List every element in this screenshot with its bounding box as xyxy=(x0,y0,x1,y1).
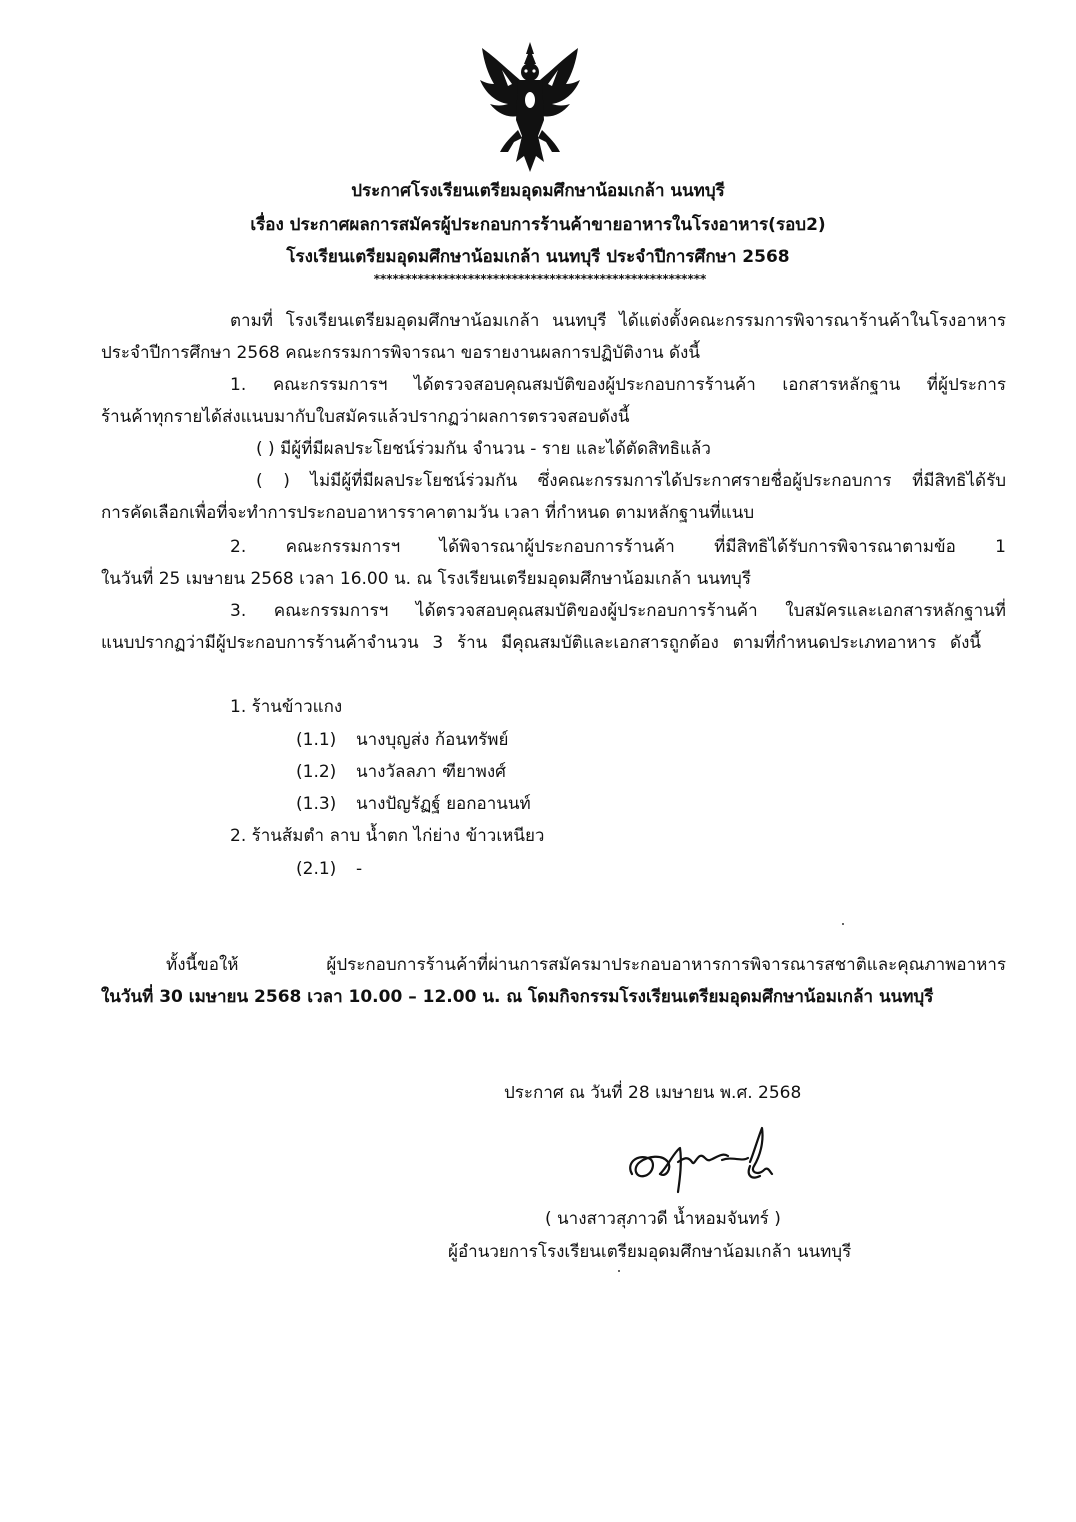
closing-line-2: ในวันที่ 30 เมษายน 2568 เวลา 10.00 – 12.00 น. ณ โดมกิจกรรมโรงเรียนเตรียมอุดมศึกษาน้อมเกล้า นนทบุรี xyxy=(101,987,934,1007)
shop-1-item-1-name: นางบุญส่ง ก้อนทรัพย์ xyxy=(356,730,509,750)
shop-2-title: 2. ร้านส้มตำ ลาบ น้ำตก ไก่ย่าง ข้าวเหนียว xyxy=(230,826,545,846)
signatory-position: ผู้อำนวยการโรงเรียนเตรียมอุดมศึกษาน้อมเกล้า นนทบุรี xyxy=(448,1242,852,1262)
shop-1-item-1-num: (1.1) xyxy=(296,730,337,750)
header-separator: ***************************************************** xyxy=(373,272,707,286)
item-1-line-1: 1. คณะกรรมการฯ ได้ตรวจสอบคุณสมบัติของผู้ประกอบการร้านค้า เอกสารหลักฐาน ที่ผู้ประการ xyxy=(230,375,1006,395)
garuda-emblem-icon xyxy=(478,40,582,176)
item-3-line-2: แนบปรากฏว่ามีผู้ประกอบการร้านค้าจำนวน 3 ร้าน มีคุณสมบัติและเอกสารถูกต้อง ตามที่กำหนดประเภทอาหาร ดังนี้ xyxy=(101,633,981,653)
closing-line-1: ทั้งนี้ขอให้ ผู้ประกอบการร้านค้าที่ผ่านการสมัครมาประกอบอาหารการพิจารณารสชาติและคุณภาพอาหาร xyxy=(166,955,1006,975)
scan-speck xyxy=(842,923,844,925)
item-2-line-2: ในวันที่ 25 เมษายน 2568 เวลา 16.00 น. ณ โรงเรียนเตรียมอุดมศึกษาน้อมเกล้า นนทบุรี xyxy=(101,569,751,589)
item-3-line-1: 3. คณะกรรมการฯ ได้ตรวจสอบคุณสมบัติของผู้ประกอบการร้านค้า ใบสมัครและเอกสารหลักฐานที่ xyxy=(230,601,1006,621)
item-1-line-2: ร้านค้าทุกรายได้ส่งแนบมากับใบสมัครแล้วปรากฏว่าผลการตรวจสอบดังนี้ xyxy=(101,407,630,427)
shop-1-item-3-name: นางปัญรัฏฐ์ ยอกอานนท์ xyxy=(356,794,531,814)
intro-line-2: ประจำปีการศึกษา 2568 คณะกรรมการพิจารณา ขอรายงานผลการปฏิบัติงาน ดังนี้ xyxy=(101,343,700,363)
header-line-3: โรงเรียนเตรียมอุดมศึกษาน้อมเกล้า นนทบุรี ประจำปีการศึกษา 2568 xyxy=(286,247,790,267)
shop-1-title: 1. ร้านข้าวแกง xyxy=(230,697,343,717)
signature-icon xyxy=(622,1122,782,1204)
header-line-1: ประกาศโรงเรียนเตรียมอุดมศึกษาน้อมเกล้า นนทบุรี xyxy=(351,181,725,201)
option-1: ( ) มีผู้ที่มีผลประโยชน์ร่วมกัน จำนวน - ราย และได้ตัดสิทธิแล้ว xyxy=(256,439,711,459)
option-2-line-2: การคัดเลือกเพื่อที่จะทำการประกอบอาหารราคาตามวัน เวลา ที่กำหนด ตามหลักฐานที่แนบ xyxy=(101,503,755,523)
scan-speck xyxy=(618,1270,620,1272)
item-2-line-1: 2. คณะกรรมการฯ ได้พิจารณาผู้ประกอบการร้านค้า ที่มีสิทธิได้รับการพิจารณาตามข้อ 1 xyxy=(230,537,1006,557)
shop-2-item-1-name: - xyxy=(356,859,363,879)
shop-1-item-2-name: นางวัลลภา ฑียาพงศ์ xyxy=(356,762,506,782)
shop-2-item-1-num: (2.1) xyxy=(296,859,337,879)
shop-1-item-3-num: (1.3) xyxy=(296,794,337,814)
header-line-2: เรื่อง ประกาศผลการสมัครผู้ประกอบการร้านค้าขายอาหารในโรงอาหาร(รอบ2) xyxy=(250,215,826,235)
shop-1-item-2-num: (1.2) xyxy=(296,762,337,782)
intro-line-1: ตามที่ โรงเรียนเตรียมอุดมศึกษาน้อมเกล้า นนทบุรี ได้แต่งตั้งคณะกรรมการพิจารณาร้านค้าในโรงอาหาร xyxy=(230,311,1006,331)
option-2-line-1: ( ) ไม่มีผู้ที่มีผลประโยชน์ร่วมกัน ซึ่งคณะกรรมการได้ประกาศรายชื่อผู้ประกอบการ ที่มีสิทธิได้รับ xyxy=(256,471,1006,491)
announcement-date: ประกาศ ณ วันที่ 28 เมษายน พ.ศ. 2568 xyxy=(504,1083,802,1103)
signatory-name: ( นางสาวสุภาวดี น้ำหอมจันทร์ ) xyxy=(545,1209,781,1229)
